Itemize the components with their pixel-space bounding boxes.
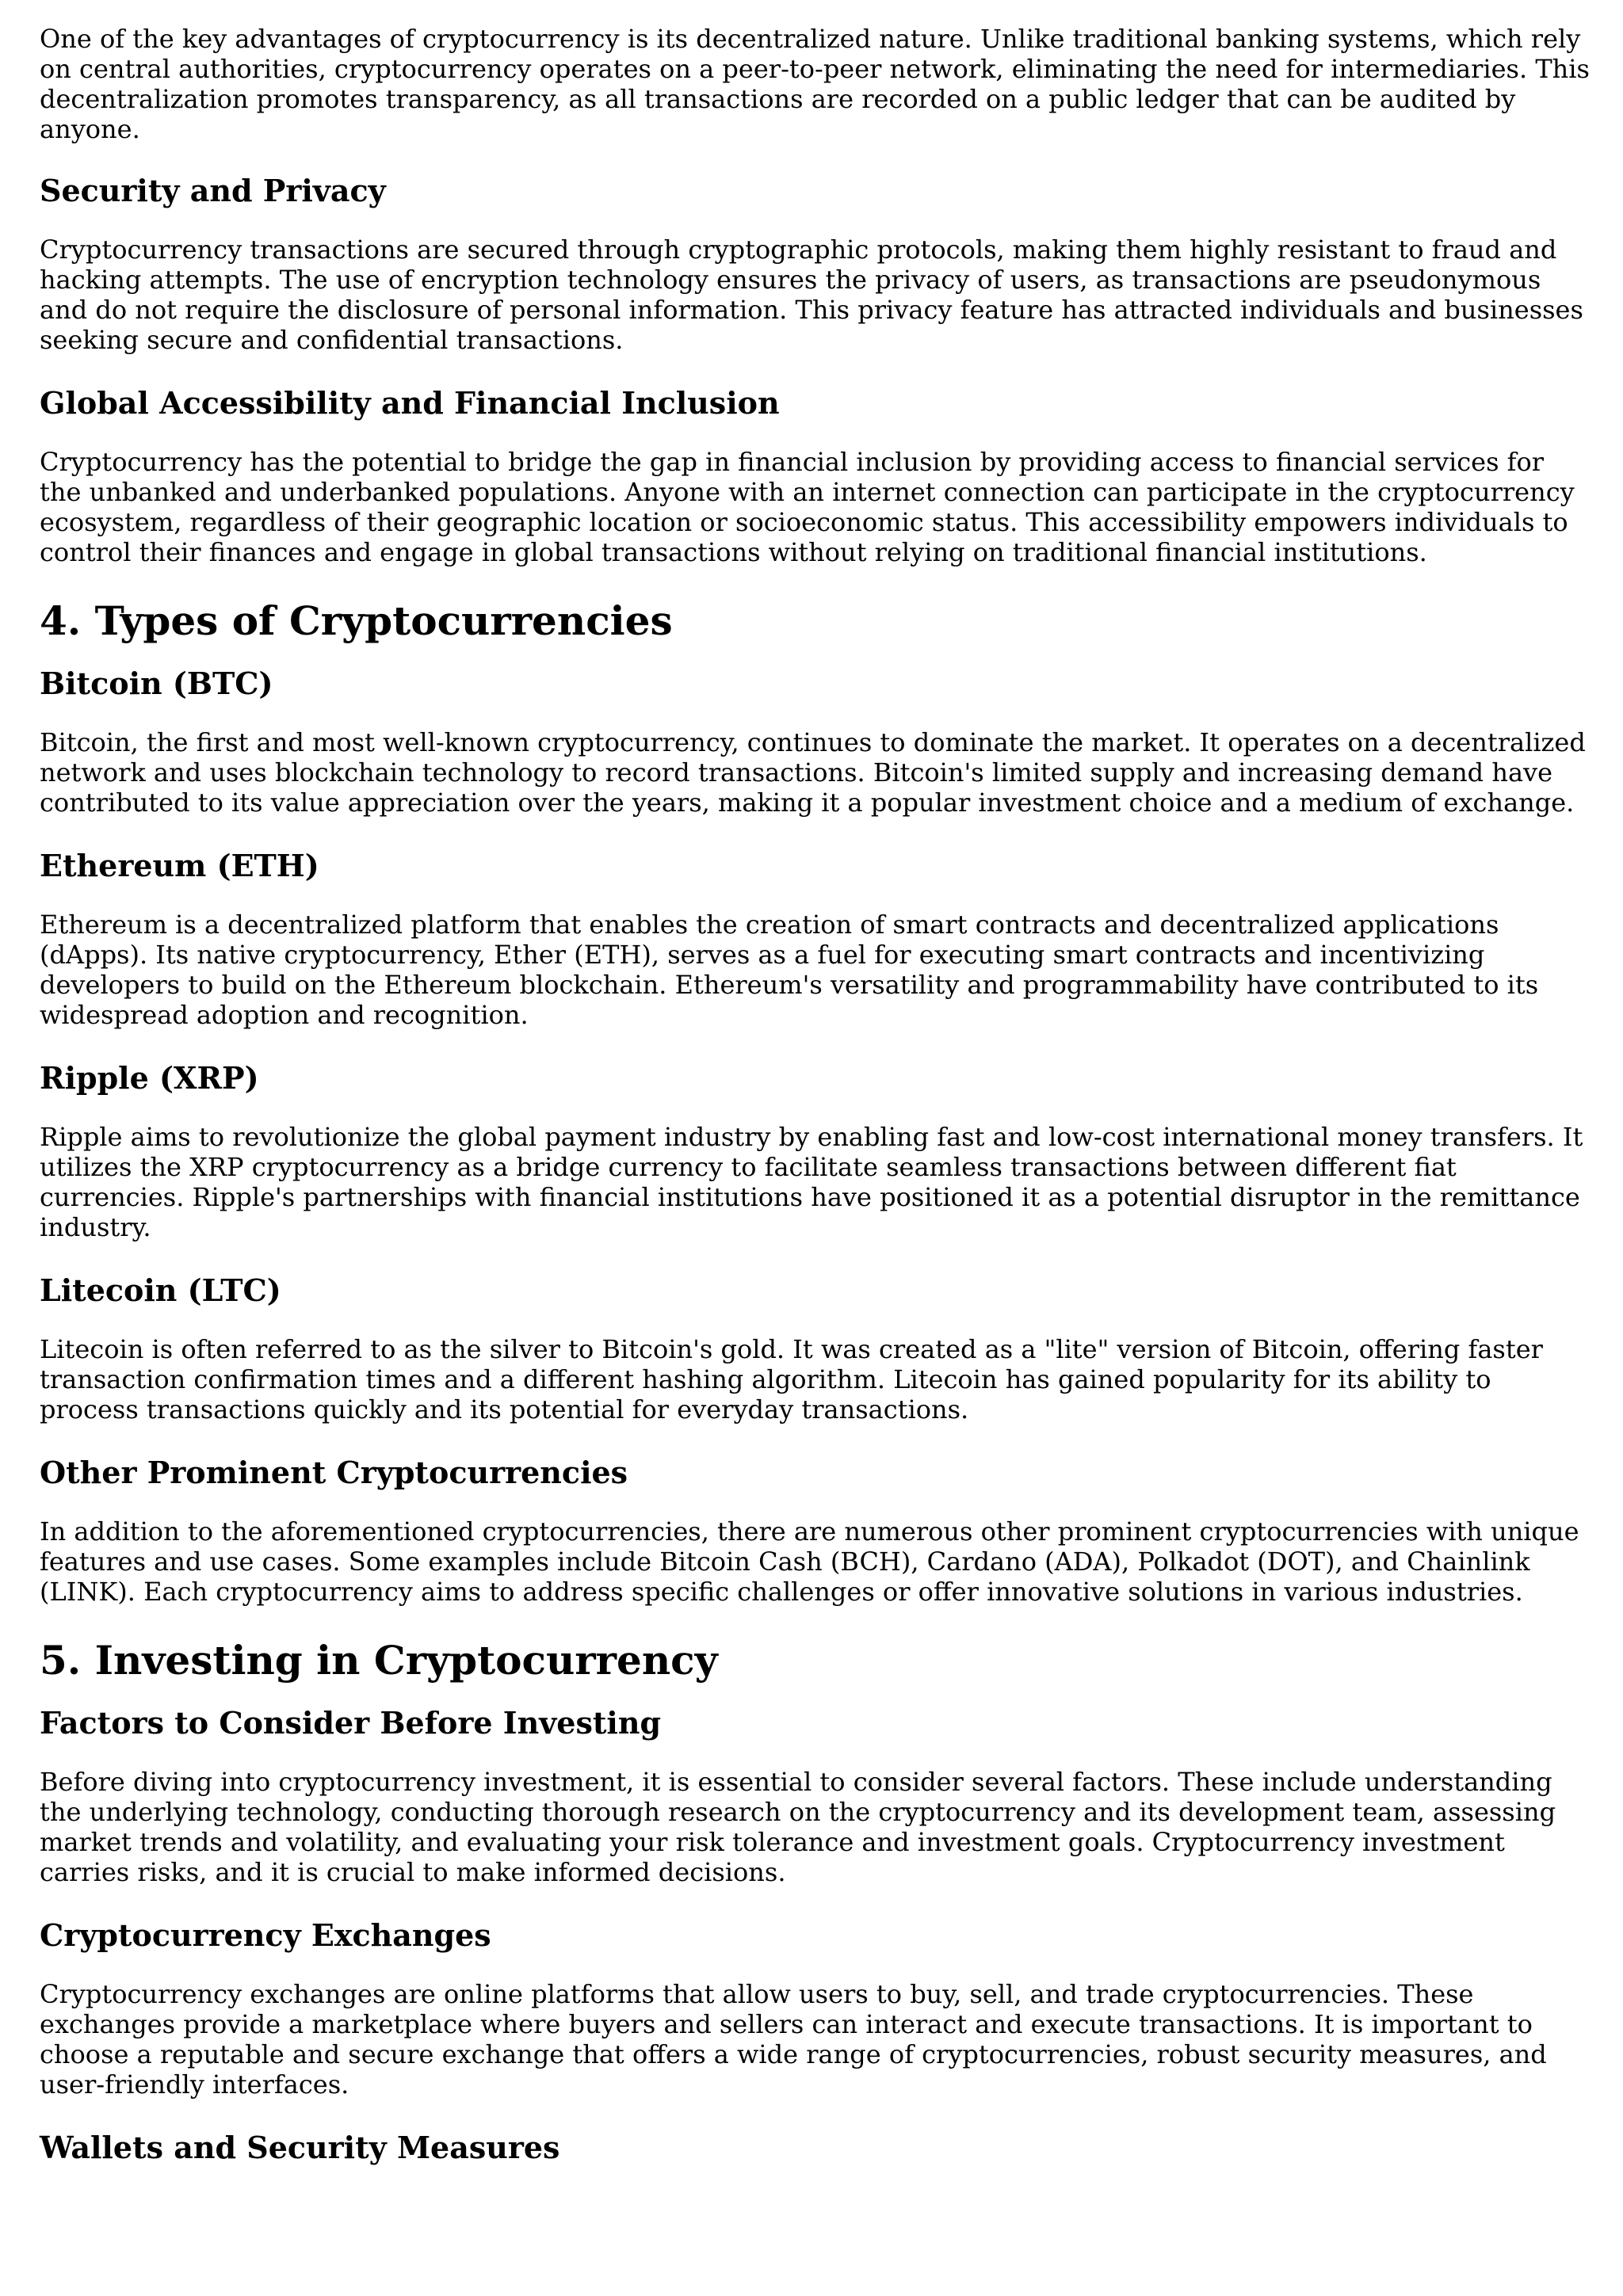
exchanges-paragraph: Cryptocurrency exchanges are online platforms that allow users to buy, sell, and trade cryptocurrencies. These exchanges provide a marketplace where buyers and sellers can interact and execute transactions. It is important to choose a reputable and secure exchange that offers a wide range of cryptocurrencies, robust security measures, and user-friendly interfaces. bbox=[40, 1979, 1547, 2100]
exchanges-heading: Cryptocurrency Exchanges bbox=[40, 1917, 491, 1953]
ethereum-paragraph: Ethereum is a decentralized platform that enables the creation of smart contracts and decentralized applications (dApps). Its native cryptocurrency, Ether (ETH), serves as a fuel for executing smart contracts and incentivizing developers to build on the Ethereum blockchain. Ethereum's versatility and programmability have contributed to its widespread adoption and recognition. bbox=[40, 910, 1539, 1030]
factors-paragraph: Before diving into cryptocurrency investment, it is essential to consider several factors. These include understanding the underlying technology, conducting thorough research on the cryptocurrency and its development team, assessing market trends and volatility, and evaluating your risk tolerance and investment goals. Cryptocurrency investment carries risks, and it is crucial to make informed decisions. bbox=[40, 1767, 1556, 1887]
ethereum-heading: Ethereum (ETH) bbox=[40, 848, 319, 883]
section-5-heading: 5. Investing in Cryptocurrency bbox=[40, 1637, 718, 1684]
bitcoin-heading: Bitcoin (BTC) bbox=[40, 666, 273, 701]
other-cryptocurrencies-heading: Other Prominent Cryptocurrencies bbox=[40, 1455, 628, 1490]
security-heading: Security and Privacy bbox=[40, 173, 386, 208]
section-4-heading: 4. Types of Cryptocurrencies bbox=[40, 597, 673, 644]
ripple-paragraph: Ripple aims to revolutionize the global payment industry by enabling fast and low-cost international money transfers. It utilizes the XRP cryptocurrency as a bridge currency to facilitate seamless transactions between different fiat currencies. Ripple's partnerships with financial institutions have positioned it as a potential disruptor in the remittance industry. bbox=[40, 1122, 1583, 1242]
wallets-heading: Wallets and Security Measures bbox=[40, 2130, 560, 2165]
factors-heading: Factors to Consider Before Investing bbox=[40, 1705, 662, 1741]
intro-paragraph: One of the key advantages of cryptocurrency is its decentralized nature. Unlike traditional banking systems, which rely on central authorities, cryptocurrency operates on a peer-to-peer network, eliminating the need for intermediaries. This decentralization promotes transparency, as all transactions are recorded on a public ledger that can be audited by anyone. bbox=[40, 24, 1590, 144]
security-paragraph: Cryptocurrency transactions are secured through cryptographic protocols, making them highly resistant to fraud and hacking attempts. The use of encryption technology ensures the privacy of users, as transactions are pseudonymous and do not require the disclosure of personal information. This privacy feature has attracted individuals and businesses seeking secure and confidential transactions. bbox=[40, 235, 1583, 355]
accessibility-paragraph: Cryptocurrency has the potential to bridge the gap in financial inclusion by providing access to financial services for the unbanked and underbanked populations. Anyone with an internet connection can participate in the cryptocurrency ecosystem, regardless of their geographic location or socioeconomic status. This accessibility empowers individuals to control their finances and engage in global transactions without relying on traditional financial institutions. bbox=[40, 447, 1575, 567]
other-cryptocurrencies-paragraph: In addition to the aforementioned cryptocurrencies, there are numerous other prominent cryptocurrencies with unique features and use cases. Some examples include Bitcoin Cash (BCH), Cardano (ADA), Polkadot (DOT), and Chainlink (LINK). Each cryptocurrency aims to address specific challenges or offer innovative solutions in various industries. bbox=[40, 1516, 1579, 1607]
litecoin-heading: Litecoin (LTC) bbox=[40, 1272, 281, 1308]
bitcoin-paragraph: Bitcoin, the first and most well-known cryptocurrency, continues to dominate the market. It operates on a decentralized network and uses blockchain technology to record transactions. Bitcoin's limited supply and increasing demand have contributed to its value appreciation over the years, making it a popular investment choice and a medium of exchange. bbox=[40, 727, 1586, 818]
document-page bbox=[40, 24, 1593, 2191]
ripple-heading: Ripple (XRP) bbox=[40, 1060, 259, 1096]
litecoin-paragraph: Litecoin is often referred to as the silver to Bitcoin's gold. It was created as a "lite" version of Bitcoin, offering faster transaction confirmation times and a different hashing algorithm. Litecoin has gained popularity for its ability to process transactions quickly and its potential for everyday transactions. bbox=[40, 1334, 1543, 1425]
accessibility-heading: Global Accessibility and Financial Inclusion bbox=[40, 385, 780, 421]
